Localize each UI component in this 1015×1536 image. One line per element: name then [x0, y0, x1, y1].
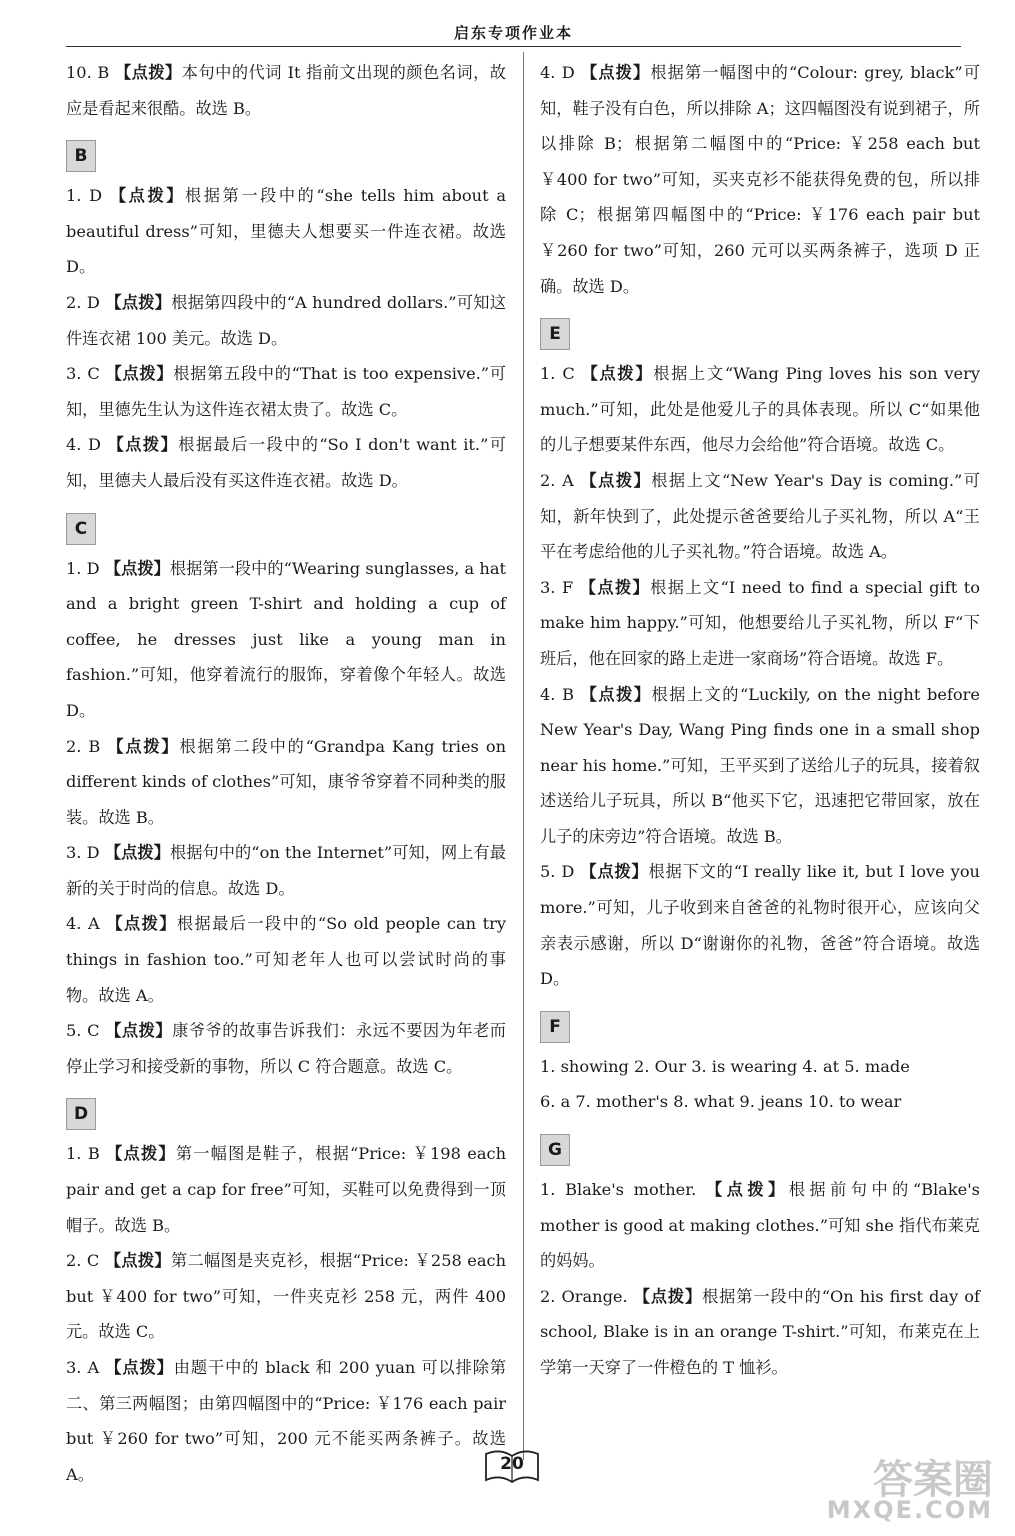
- answer-explanation: 根据前句中的“Blake's mother is good at making clothes.”可知 she 指代布莱克的妈妈。: [540, 1180, 980, 1271]
- section-label-b: B: [66, 140, 96, 172]
- answer-item: [540, 1172, 980, 1279]
- answer-item: [540, 55, 980, 304]
- answer-item: [540, 1279, 980, 1386]
- answer-explanation: 根据最后一段中的“So old people can try things in fashion too.”可知老年人也可以尝试时尚的事物。故选 A。: [66, 914, 506, 1005]
- answer-number: 3. A: [66, 1358, 100, 1377]
- answer-item: [540, 356, 980, 463]
- section-label-e: E: [540, 318, 570, 350]
- hint-tag: 【点拨】: [580, 470, 652, 490]
- answer-number: 1. D: [66, 186, 103, 206]
- answer-explanation: 根据第一段中的“Wearing sunglasses, a hat and a bright green T-shirt and holding a cup of coffee, he dresses just like a young man in fashion.”可知，他穿着流行的服饰，穿着像个年轻人。故选 D。: [66, 558, 506, 720]
- right-column: [540, 55, 980, 1386]
- page-header-title: 启东专项作业本: [453, 24, 573, 42]
- section-label-g: G: [540, 1134, 570, 1166]
- hint-tag: 【点拨】: [105, 1358, 174, 1377]
- answer-explanation: 根据第一段中的“she tells him about a beautiful dress”可知，里德夫人想要买一件连衣裙。故选 D。: [66, 186, 506, 277]
- answer-item: [540, 854, 980, 996]
- answer-item: [66, 729, 506, 836]
- hint-tag: 【点拨】: [109, 186, 185, 206]
- answer-item: [66, 1013, 506, 1084]
- hint-tag: 【点拨】: [105, 1021, 173, 1041]
- answer-item: [66, 1243, 506, 1350]
- answer-explanation: 根据第二段中的“Grandpa Kang tries on different kinds of clothes”可知，康爷爷穿着不同种类的服装。故选 B。: [66, 736, 506, 827]
- answer-item: [66, 55, 506, 126]
- page-number-badge: [482, 1446, 542, 1486]
- section-label-f: F: [540, 1011, 570, 1043]
- answer-number: 5. C: [66, 1021, 100, 1041]
- watermark: [811, 1448, 1001, 1528]
- answer-number: 4. D: [66, 435, 102, 455]
- answer-explanation: 根据上文的“Luckily, on the night before New Year's Day, Wang Ping finds one in a small shop near his home.”可知，王平买到了送给儿子的玩具，接着叙述送给儿子玩具，所以 B“他买下它，迅速把它带回家，放在儿子的床旁边”符合语境。故选 B。: [540, 684, 980, 846]
- answer-item: [66, 285, 506, 356]
- answer-item: [540, 677, 980, 855]
- hint-tag: 【点拨】: [581, 364, 654, 384]
- hint-tag: 【点拨】: [633, 1286, 703, 1306]
- hint-tag: 【点拨】: [705, 1180, 789, 1200]
- answer-explanation: 第二幅图是夹克衫，根据“Price: ￥258 each but ￥400 for two”可知，一件夹克衫 258 元，两件 400 元。故选 C。: [66, 1251, 506, 1342]
- answer-item: [66, 1136, 506, 1243]
- hint-tag: 【点拨】: [580, 684, 652, 704]
- answer-number: 3. F: [540, 577, 574, 597]
- answer-number: 3. D: [66, 843, 100, 863]
- answer-explanation: 根据上文“I need to find a special gift to make him happy.”可知，他想要给儿子买礼物，所以 F“下班后，他在回家的路上走进一家商场”符合语境。故选 F。: [540, 577, 981, 668]
- hint-tag: 【点拨】: [105, 364, 174, 384]
- answer-explanation: 康爷爷的故事告诉我们：永远不要因为年老而停止学习和接受新的事物，所以 C 符合题意。故选 C。: [66, 1021, 506, 1076]
- answer-number: 2. D: [66, 292, 100, 312]
- answer-explanation: 根据第一段中的“On his first day of school, Blake is in an orange T-shirt.”可知，布莱克在上学第一天穿了一件橙色的 T 恤衫。: [540, 1286, 980, 1377]
- watermark-brand: 答案圈: [873, 1457, 993, 1503]
- answer-explanation: 本句中的代词 It 指前文出现的颜色名词，故应是看起来很酷。故选 B。: [66, 63, 506, 118]
- hint-tag: 【点拨】: [107, 736, 180, 756]
- answer-explanation: 根据上文“New Year's Day is coming.”可知，新年快到了，此处提示爸爸要给儿子买礼物，所以 A“王平在考虑给他的儿子买礼物。”符合语境。故选 A。: [540, 470, 980, 562]
- section-label-c: C: [66, 513, 96, 545]
- answer-item: [66, 356, 506, 427]
- section-label-d: D: [66, 1098, 96, 1130]
- header-rule: [66, 46, 961, 47]
- answer-explanation: 根据下文的“I really like it, but I love you more.”可知，儿子收到来自爸爸的礼物时很开心，应该向父亲表示感谢，所以 D“谢谢你的礼物，爸爸”符合语境。故选 D。: [540, 862, 980, 989]
- hint-tag: 【点拨】: [106, 914, 177, 934]
- answer-number: 4. A: [66, 914, 100, 934]
- answer-item: [66, 178, 506, 285]
- answer-explanation: 根据句中的“on the Internet”可知，网上有最新的关于时尚的信息。故选 D。: [66, 843, 506, 898]
- fill-answers-line: 6. a 7. mother's 8. what 9. jeans 10. to wear: [540, 1092, 902, 1112]
- answer-explanation: 根据最后一段中的“So I don't want it.”可知，里德夫人最后没有买这件连衣裙。故选 D。: [66, 435, 506, 490]
- answer-number: 4. B: [540, 684, 574, 704]
- answer-item: [66, 835, 506, 906]
- answer-item: [540, 463, 980, 570]
- hint-tag: 【点拨】: [114, 63, 182, 82]
- answer-explanation: 第一幅图是鞋子，根据“Price: ￥198 each pair and get a cap for free”可知，买鞋可以免费得到一顶帽子。故选 B。: [66, 1144, 507, 1235]
- hint-tag: 【点拨】: [107, 435, 179, 455]
- answer-number: 2. A: [540, 470, 574, 490]
- answer-number: 1. B: [66, 1144, 100, 1164]
- answer-item: [66, 551, 506, 729]
- hint-tag: 【点拨】: [579, 577, 651, 597]
- fill-answers-line: 1. showing 2. Our 3. is wearing 4. at 5. made: [540, 1056, 910, 1076]
- answer-explanation: 根据第四段中的“A hundred dollars.”可知这件连衣裙 100 美元。故选 D。: [66, 292, 506, 348]
- answer-number: 4. D: [540, 63, 575, 82]
- answer-number: 2. C: [66, 1251, 100, 1271]
- left-column: [66, 55, 506, 1492]
- answer-explanation: 根据第五段中的“That is too expensive.”可知，里德先生认为这件连衣裙太贵了。故选 C。: [66, 364, 506, 419]
- hint-tag: 【点拨】: [104, 1251, 171, 1271]
- answer-number: 2. B: [66, 736, 101, 756]
- answer-explanation: 根据上文“Wang Ping loves his son very much.”可知，此处是他爱儿子的具体表现。所以 C“如果他的儿子想要某件东西，他尽力会给他”符合语境。故选 C。: [540, 364, 980, 455]
- answer-number: 3. C: [66, 364, 100, 384]
- answer-item: [66, 906, 506, 1013]
- page-number: 20: [500, 1454, 524, 1474]
- watermark-site: MXQE.COM: [826, 1496, 993, 1524]
- hint-tag: 【点拨】: [581, 63, 651, 82]
- answer-number: 10. B: [66, 63, 110, 82]
- answer-item: [66, 1350, 506, 1492]
- answer-number: 1. C: [540, 364, 575, 384]
- answer-item: [540, 570, 980, 677]
- answer-number: 2. Orange.: [540, 1286, 628, 1306]
- hint-tag: 【点拨】: [105, 292, 172, 312]
- answer-explanation: 根据第一幅图中的“Colour: grey, black”可知，鞋子没有白色，所以排除 A；这四幅图没有说到裙子，所以排除 B；根据第二幅图中的“Price: ￥258 each but ￥400 for two”可知，买夹克衫不能获得免费的包，所以排除 C；根据第四幅图中的“Price: ￥176 each pair but ￥260 for two”可知，260 元可以买两条裤子，选项 D 正确。故选 D。: [540, 63, 980, 296]
- answer-item: [66, 427, 506, 498]
- hint-tag: 【点拨】: [580, 862, 649, 882]
- answer-number: 1. D: [66, 558, 100, 578]
- answer-explanation: 由题干中的 black 和 200 yuan 可以排除第二、第三两幅图；由第四幅图中的“Price: ￥176 each pair but ￥260 for two”可知，200 元不能买两条裤子。故选 A。: [66, 1358, 507, 1484]
- hint-tag: 【点拨】: [106, 1144, 176, 1164]
- hint-tag: 【点拨】: [104, 843, 170, 863]
- answer-number: 1. Blake's mother.: [540, 1180, 697, 1200]
- hint-tag: 【点拨】: [104, 558, 170, 578]
- column-divider: [523, 52, 524, 1460]
- answer-number: 5. D: [540, 862, 575, 882]
